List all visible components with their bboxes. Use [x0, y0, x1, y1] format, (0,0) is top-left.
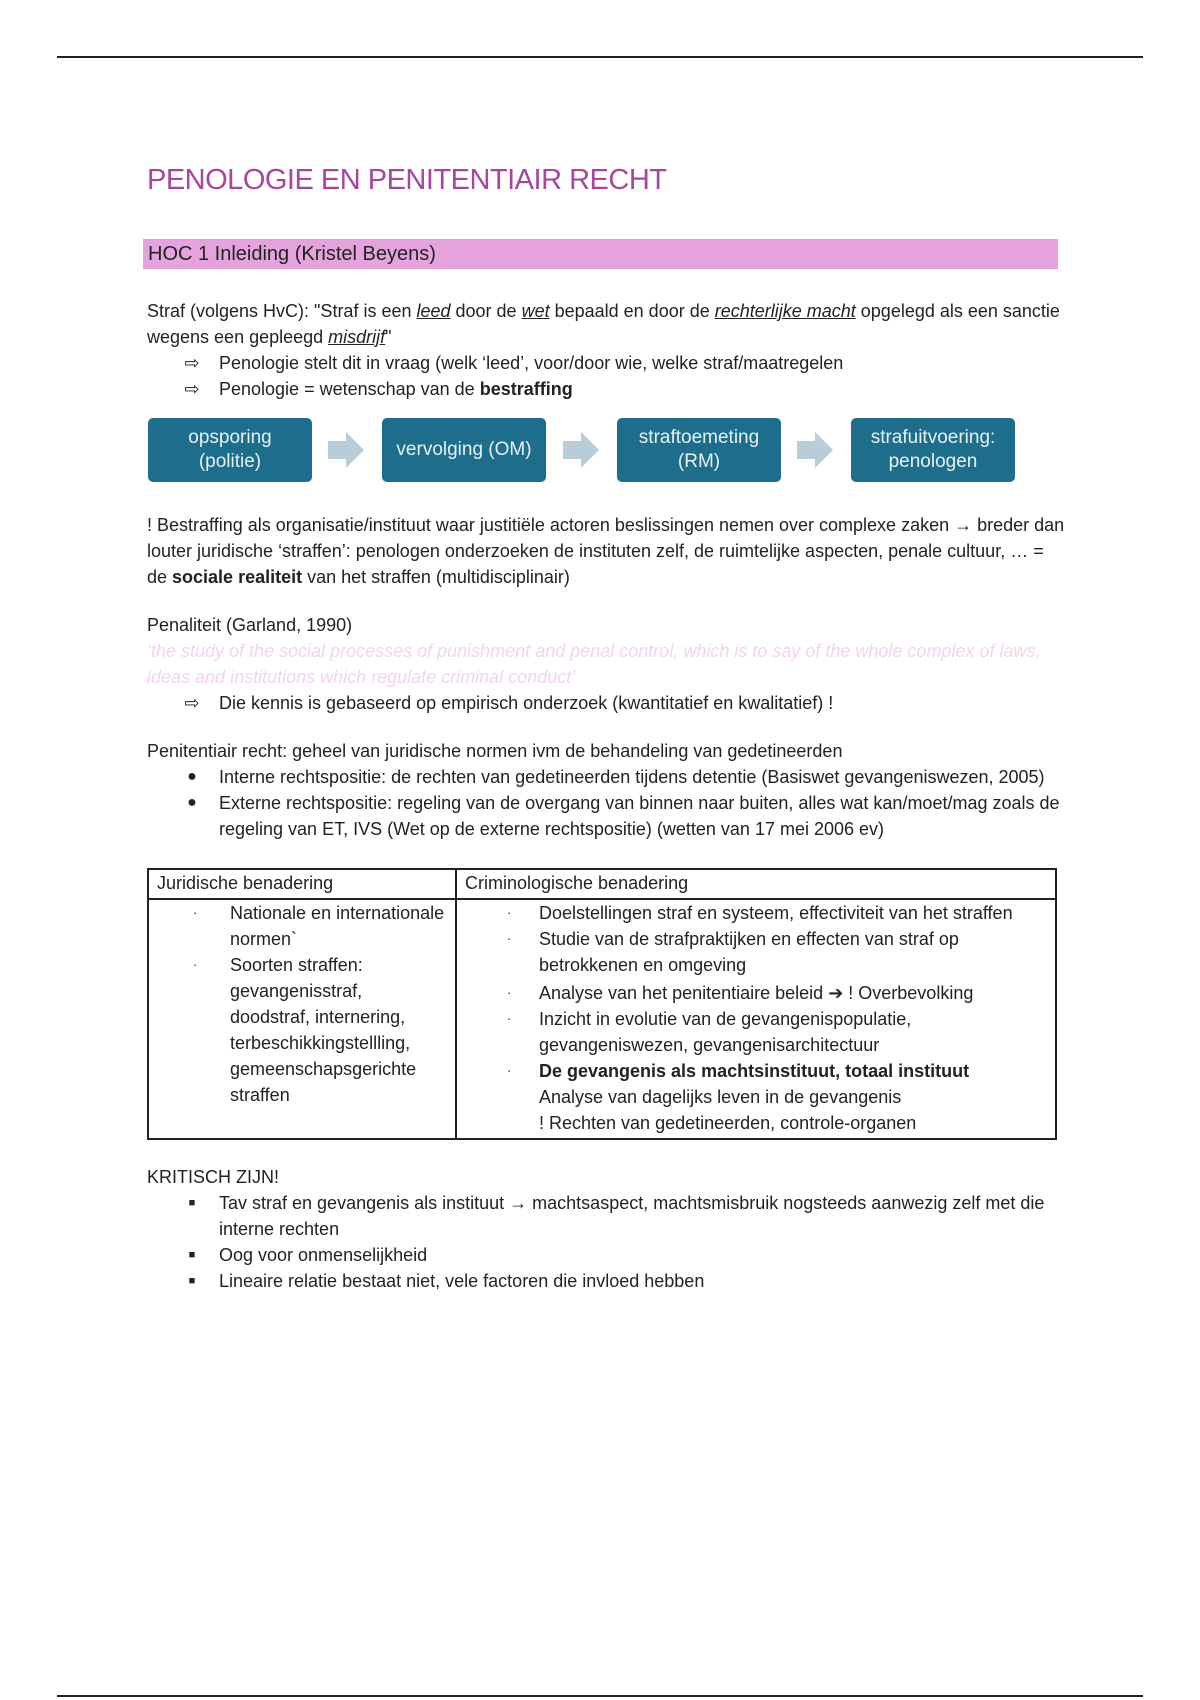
table-row [148, 899, 1056, 1139]
rechterlijke-macht-term: rechterlijke macht [714, 301, 856, 321]
top-rule [57, 56, 1143, 58]
document-body [147, 298, 1067, 1294]
list-item: ⇨ Penologie stelt dit in vraag (welk ‘leed’, voor/door wie, welke straf/maatregelen [147, 350, 1067, 376]
flow-step-strafuitvoering: strafuitvoering: penologen [851, 418, 1015, 482]
penitentiair-list [147, 764, 1067, 842]
process-flow-diagram [147, 418, 1067, 488]
table-cell-criminologisch [456, 899, 1056, 1139]
list-item: ■ Lineaire relatie bestaat niet, vele factoren die invloed hebben [147, 1268, 1067, 1294]
bestraffing-bold: bestraffing [479, 379, 573, 399]
table-header-juridisch: Juridische benadering [148, 869, 456, 899]
flow-arrow-icon [797, 432, 833, 468]
dot-icon: · [507, 985, 512, 1000]
penologie-list [147, 350, 1067, 402]
list-item: · Inzicht in evolutie van de gevangenispopulatie, gevangeniswezen, gevangenisarchitectuur [465, 1006, 1047, 1058]
section-heading-bar [143, 239, 1058, 269]
list-item: · Soorten straffen: gevangenisstraf, doodstraf, internering, terbeschikkingstellling, gemeenschapsgerichte straffen [157, 952, 447, 1108]
list-item: ■ Oog voor onmenselijkheid [147, 1242, 1067, 1268]
arrow-right-icon: ⇨ [184, 353, 200, 373]
bullet-icon: ● [187, 768, 197, 785]
list-item: ● Interne rechtspositie: de rechten van gedetineerden tijdens detentie (Basiswet gevangeniswezen, 2005) [147, 764, 1067, 790]
dot-icon: · [193, 957, 198, 972]
list-item: ⇨ Penologie = wetenschap van de bestraffing [147, 376, 1067, 402]
list-item: · Doelstellingen straf en systeem, effectiviteit van het straffen [465, 900, 1047, 926]
section-heading: HOC 1 Inleiding (Kristel Beyens) [148, 243, 436, 265]
flow-arrow-icon [328, 432, 364, 468]
square-bullet-icon: ■ [188, 1197, 196, 1209]
misdrijf-term: misdrijf [328, 327, 386, 347]
penaliteit-heading: Penaliteit (Garland, 1990) [147, 615, 353, 635]
list-item: ● Externe rechtspositie: regeling van de overgang van binnen naar buiten, alles wat kan/moet/mag zoals de regeling van ET, IVS (Wet op de externe rechtspositie) (wetten van 17 mei 2006 ev) [147, 790, 1067, 842]
list-item: · De gevangenis als machtsinstituut, totaal instituut Analyse van dagelijks leven in de gevangenis ! Rechten van gedetineerden, controle-organen [465, 1058, 1047, 1136]
bottom-rule [57, 1695, 1143, 1697]
penaliteit-list [147, 690, 1067, 716]
list-item: · Analyse van het penitentiaire beleid ➔ ! Overbevolking [465, 980, 1047, 1006]
list-item: ⇨ Die kennis is gebaseerd op empirisch onderzoek (kwantitatief en kwalitatief) ! [147, 690, 1067, 716]
flow-step-vervolging: vervolging (OM) [382, 418, 546, 482]
bestraffing-note: ! Bestraffing als organisatie/instituut waar justitiële actoren beslissingen nemen over complexe zaken → breder dan louter juridische ‘straffen’: penologen onderzoeken de instituten zelf, de ruimtelijke aspecten, penale cultuur, … = de sociale realiteit van het straffen (multidisciplinair) [147, 515, 1065, 587]
dot-icon: · [507, 1011, 512, 1026]
dot-icon: · [507, 931, 512, 946]
square-bullet-icon: ■ [188, 1249, 196, 1261]
wet-term: wet [521, 301, 550, 321]
leed-term: leed [416, 301, 451, 321]
flow-step-straftoemeting: straftoemeting (RM) [617, 418, 781, 482]
arrow-right-icon: ⇨ [184, 379, 200, 399]
table-header-criminologisch: Criminologische benadering [456, 869, 1056, 899]
kritisch-list [147, 1190, 1067, 1294]
sociale-realiteit-bold: sociale realiteit [172, 567, 303, 587]
arrow-right-icon: ⇨ [184, 693, 200, 713]
flow-step-opsporing: opsporing (politie) [148, 418, 312, 482]
list-item: · Nationale en internationale normen` [157, 900, 447, 952]
kritisch-heading: KRITISCH ZIJN! [147, 1167, 280, 1187]
garland-quote: ‘the study of the social processes of punishment and penal control, which is to say of the whole complex of laws, ideas and institutions which regulate criminal conduct’ [147, 641, 1041, 687]
comparison-table [147, 868, 1057, 1140]
dot-icon: · [507, 1063, 512, 1078]
penitentiair-heading: Penitentiair recht: geheel van juridische normen ivm de behandeling van gedetineerden [147, 741, 843, 761]
dot-icon: · [507, 905, 512, 920]
document-title: PENOLOGIE EN PENITENTIAIR RECHT [147, 164, 667, 196]
bullet-icon: ● [187, 794, 197, 811]
definition-paragraph: Straf (volgens HvC): "Straf is een leed door de wet bepaald en door de rechterlijke macht opgelegd als een sanctie wegens een gepleegd misdrijf" [147, 301, 1060, 347]
list-item: ■ Tav straf en gevangenis als instituut → machtsaspect, machtsmisbruik nogsteeds aanwezig zelf met die interne rechten [147, 1190, 1067, 1242]
square-bullet-icon: ■ [188, 1275, 196, 1287]
table-header-row [148, 869, 1056, 899]
list-item: · Studie van de strafpraktijken en effecten van straf op betrokkenen en omgeving [465, 926, 1047, 978]
gevangenis-machtsinstituut-bold: De gevangenis als machtsinstituut, totaal instituut [539, 1061, 970, 1081]
dot-icon: · [193, 905, 198, 920]
table-cell-juridisch [148, 899, 456, 1139]
flow-arrow-icon [563, 432, 599, 468]
